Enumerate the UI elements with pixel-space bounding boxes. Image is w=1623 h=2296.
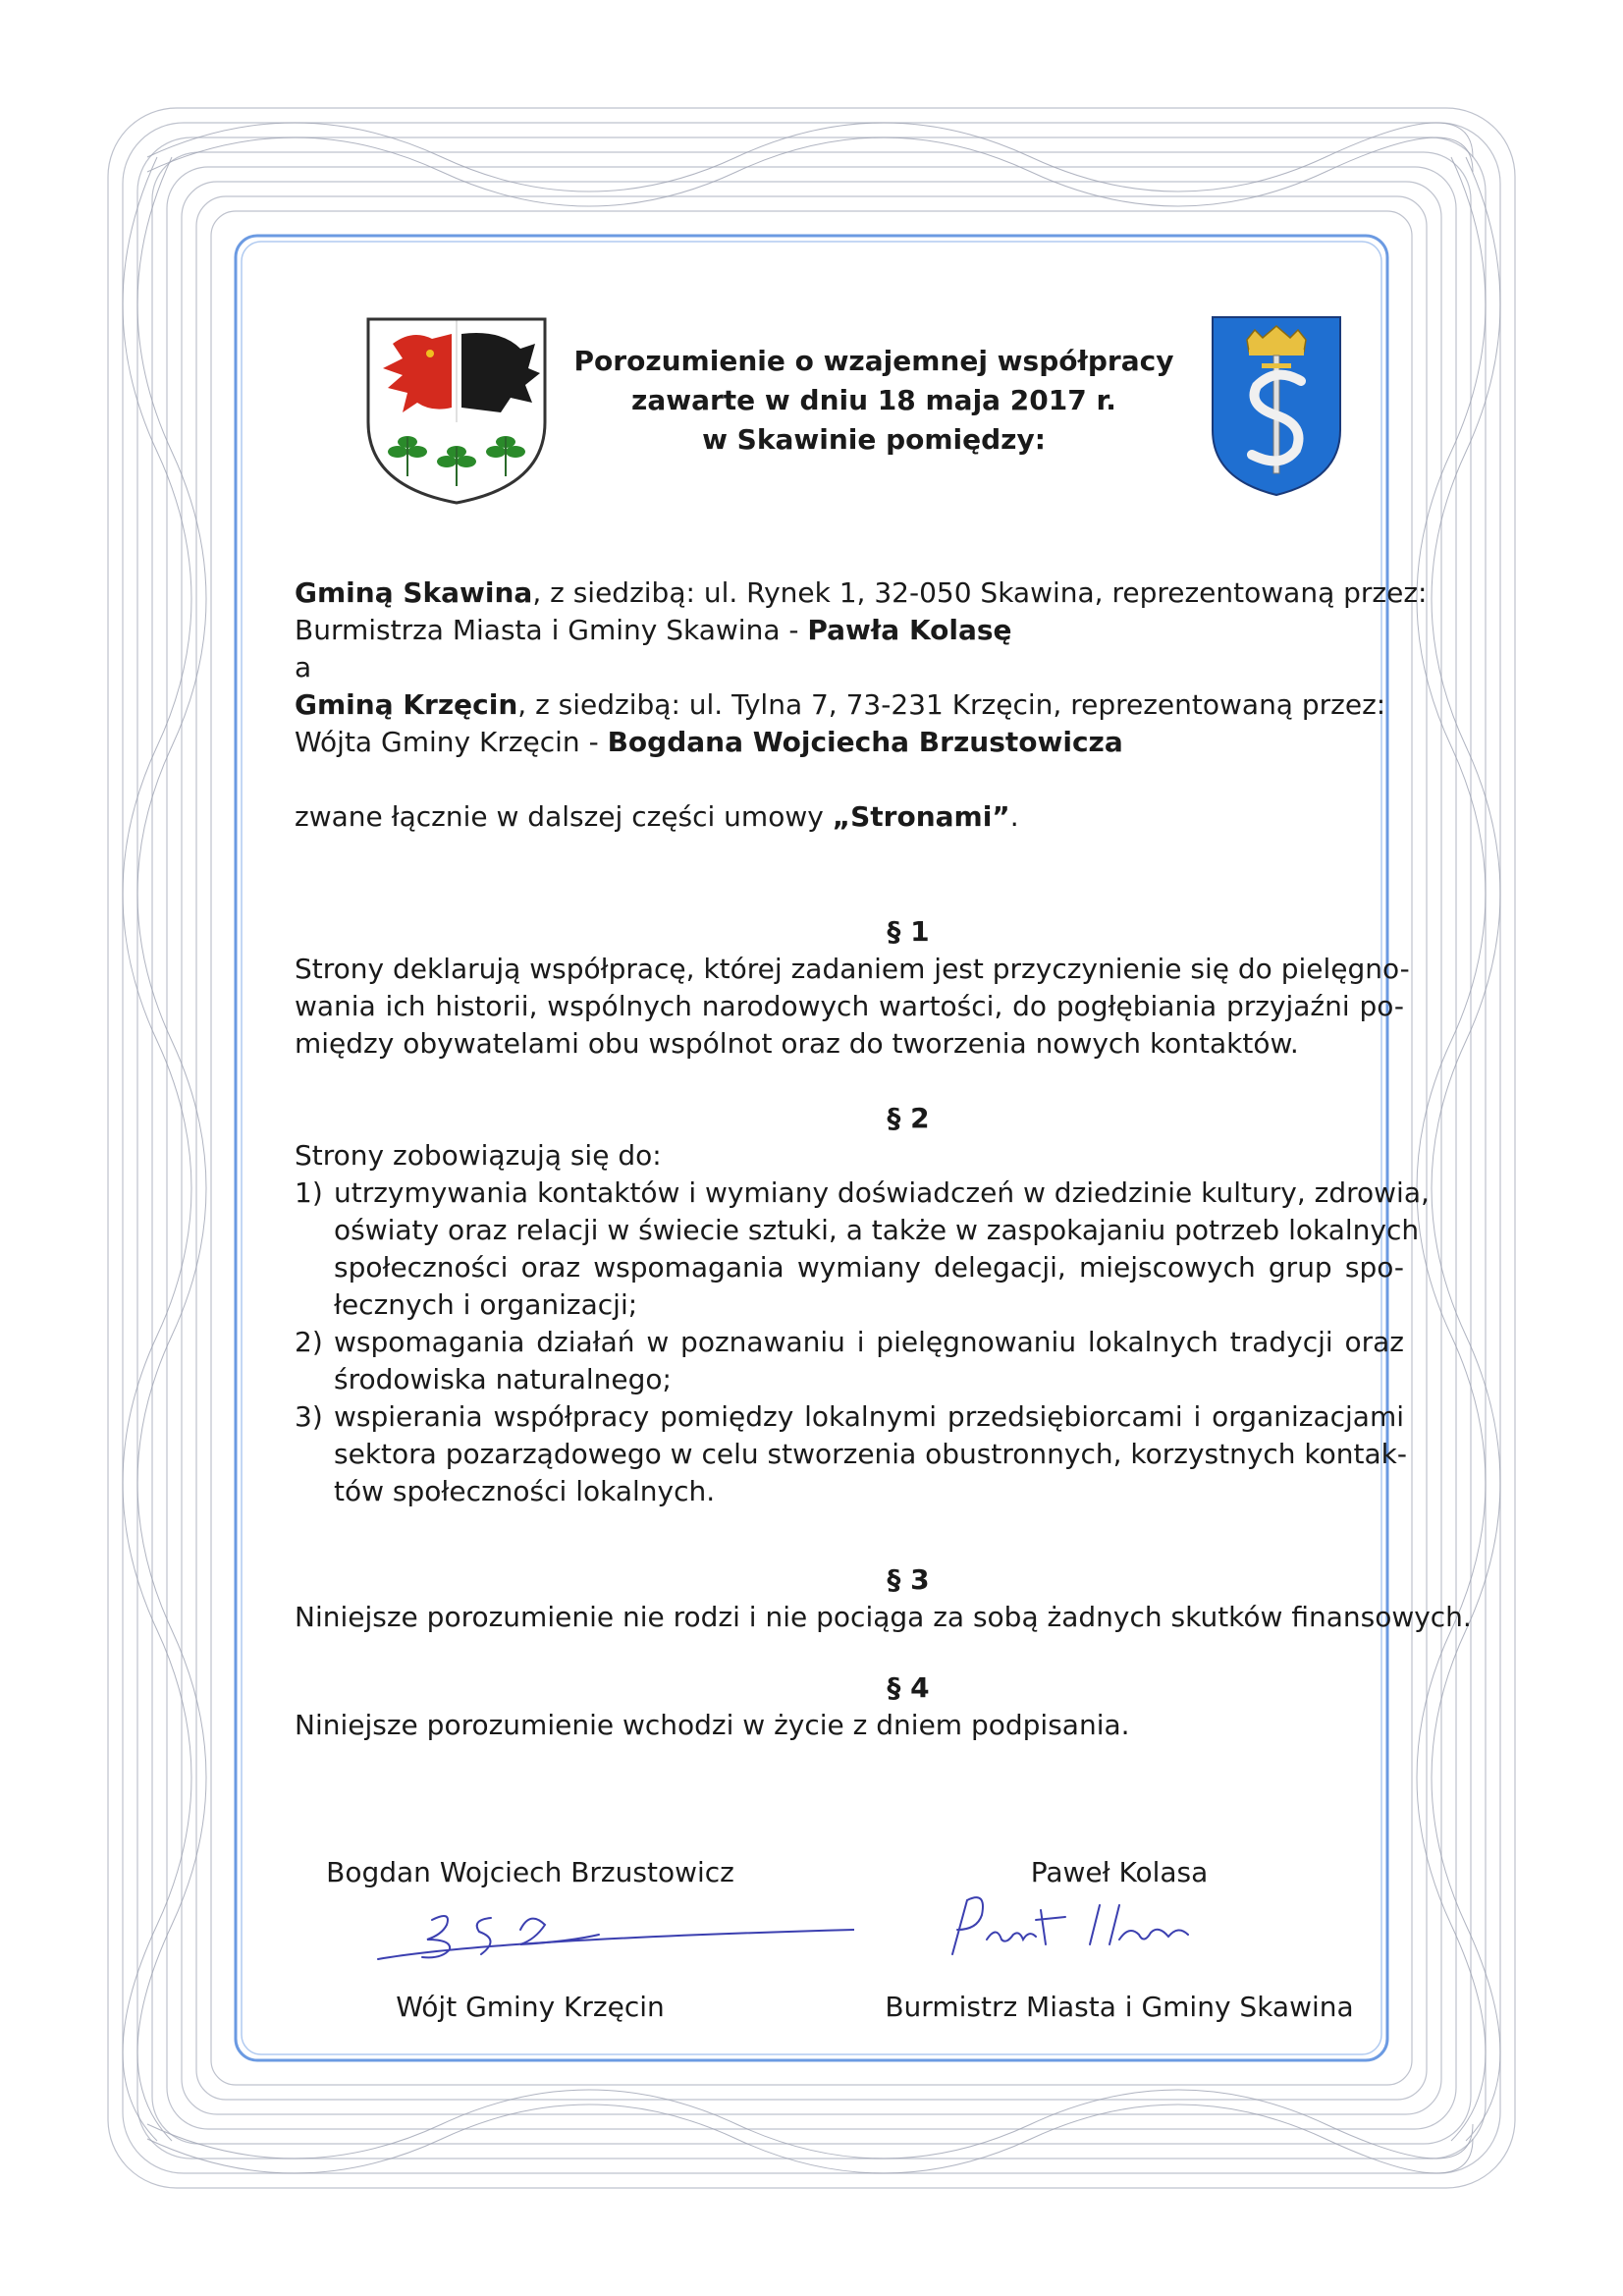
title-line-3: w Skawinie pomiędzy: (702, 423, 1046, 456)
collective-term: „Stronami” (832, 800, 1010, 833)
krzecin-coat-of-arms-icon (363, 314, 550, 506)
handwritten-signature-left (373, 1900, 854, 1969)
item-line: tów społeczności lokalnych. (334, 1475, 716, 1507)
section-2-heading: § 2 (887, 1102, 930, 1134)
signatory-left-role: Wójt Gminy Krzęcin (396, 1991, 665, 2023)
item-line: oświaty oraz relacji w świecie sztuki, a także w zaspokajaniu potrzeb lokalnych (334, 1214, 1420, 1246)
collective-term-line (295, 798, 1404, 836)
party-1-address: , z siedzibą: ul. Rynek 1, 32-050 Skawina, reprezentowaną przez: (532, 576, 1428, 609)
section-1-line-2: wania ich historii, wspólnych narodowych wartości, do pogłębiania przyjaźni po- (295, 990, 1404, 1022)
item-line: społeczności oraz wspomagania wymiany delegacji, miejscowych grup spo- (334, 1251, 1404, 1284)
item-line: wspierania współpracy pomiędzy lokalnymi przedsiębiorcami i organizacjami (334, 1400, 1404, 1433)
item-number: 3) (295, 1400, 323, 1433)
collective-suffix: . (1009, 800, 1019, 833)
item-line: utrzymywania kontaktów i wymiany doświadczeń w dziedzinie kultury, zdrowia, (334, 1176, 1430, 1209)
party-1-rep-name: Pawła Kolasę (807, 614, 1012, 646)
section-1 (295, 913, 1410, 1063)
section-1-line-1: Strony deklarują współpracę, której zadaniem jest przyczynienie się do pielęgno- (295, 953, 1410, 985)
skawina-coat-of-arms-icon (1208, 312, 1345, 499)
section-4 (295, 1669, 1404, 1744)
parties-block (295, 574, 1428, 836)
section-2-intro: Strony zobowiązują się do: (295, 1139, 662, 1172)
signatory-right-name: Paweł Kolasa (1030, 1856, 1209, 1888)
item-line: sektora pozarządowego w celu stworzenia obustronnych, korzystnych kontak- (334, 1438, 1407, 1470)
section-3-text: Niniejsze porozumienie nie rodzi i nie pociąga za sobą żadnych skutków finansowych. (295, 1601, 1472, 1633)
signatory-left-name: Bogdan Wojciech Brzustowicz (326, 1856, 734, 1888)
item-number: 1) (295, 1176, 323, 1209)
party-1-name: Gminą Skawina (295, 576, 533, 609)
conjunction: a (295, 651, 312, 683)
party-1-rep-prefix: Burmistrza Miasta i Gminy Skawina - (295, 614, 808, 646)
item-line: wspomagania działań w poznawaniu i pielęgnowaniu lokalnych tradycji oraz (334, 1326, 1404, 1358)
party-1-representative (295, 612, 1404, 649)
section-4-heading: § 4 (887, 1671, 930, 1704)
party-2-name: Gminą Krzęcin (295, 688, 518, 721)
party-2-representative (295, 724, 1404, 761)
section-2-item-1 (295, 1175, 1430, 1324)
section-3-heading: § 3 (887, 1563, 930, 1596)
collective-prefix: zwane łącznie w dalszej części umowy (295, 800, 833, 833)
title-line-2: zawarte w dniu 18 maja 2017 r. (631, 384, 1116, 416)
item-line: łecznych i organizacji; (334, 1288, 638, 1321)
party-2-address: , z siedzibą: ul. Tylna 7, 73-231 Krzęcin, reprezentowaną przez: (517, 688, 1386, 721)
section-2 (295, 1100, 1430, 1510)
party-2-rep-name: Bogdana Wojciecha Brzustowicza (607, 726, 1123, 758)
party-2-rep-prefix: Wójta Gminy Krzęcin - (295, 726, 608, 758)
title-line-1: Porozumienie o wzajemnej współpracy (573, 345, 1174, 377)
party-2-line (295, 686, 1404, 724)
section-2-item-2 (295, 1324, 1404, 1398)
handwritten-signature-right (943, 1886, 1237, 1964)
section-1-line-3: między obywatelami obu wspólnot oraz do tworzenia nowych kontaktów. (295, 1027, 1299, 1060)
section-4-text: Niniejsze porozumienie wchodzi w życie z dniem podpisania. (295, 1709, 1130, 1741)
section-3 (295, 1561, 1472, 1636)
party-1-line (295, 574, 1428, 612)
signatory-right-role: Burmistrz Miasta i Gminy Skawina (885, 1991, 1354, 2023)
section-1-heading: § 1 (887, 915, 930, 948)
item-number: 2) (295, 1326, 323, 1358)
item-line: środowiska naturalnego; (334, 1363, 672, 1395)
document-title (550, 342, 1198, 460)
section-2-item-3 (295, 1398, 1407, 1510)
